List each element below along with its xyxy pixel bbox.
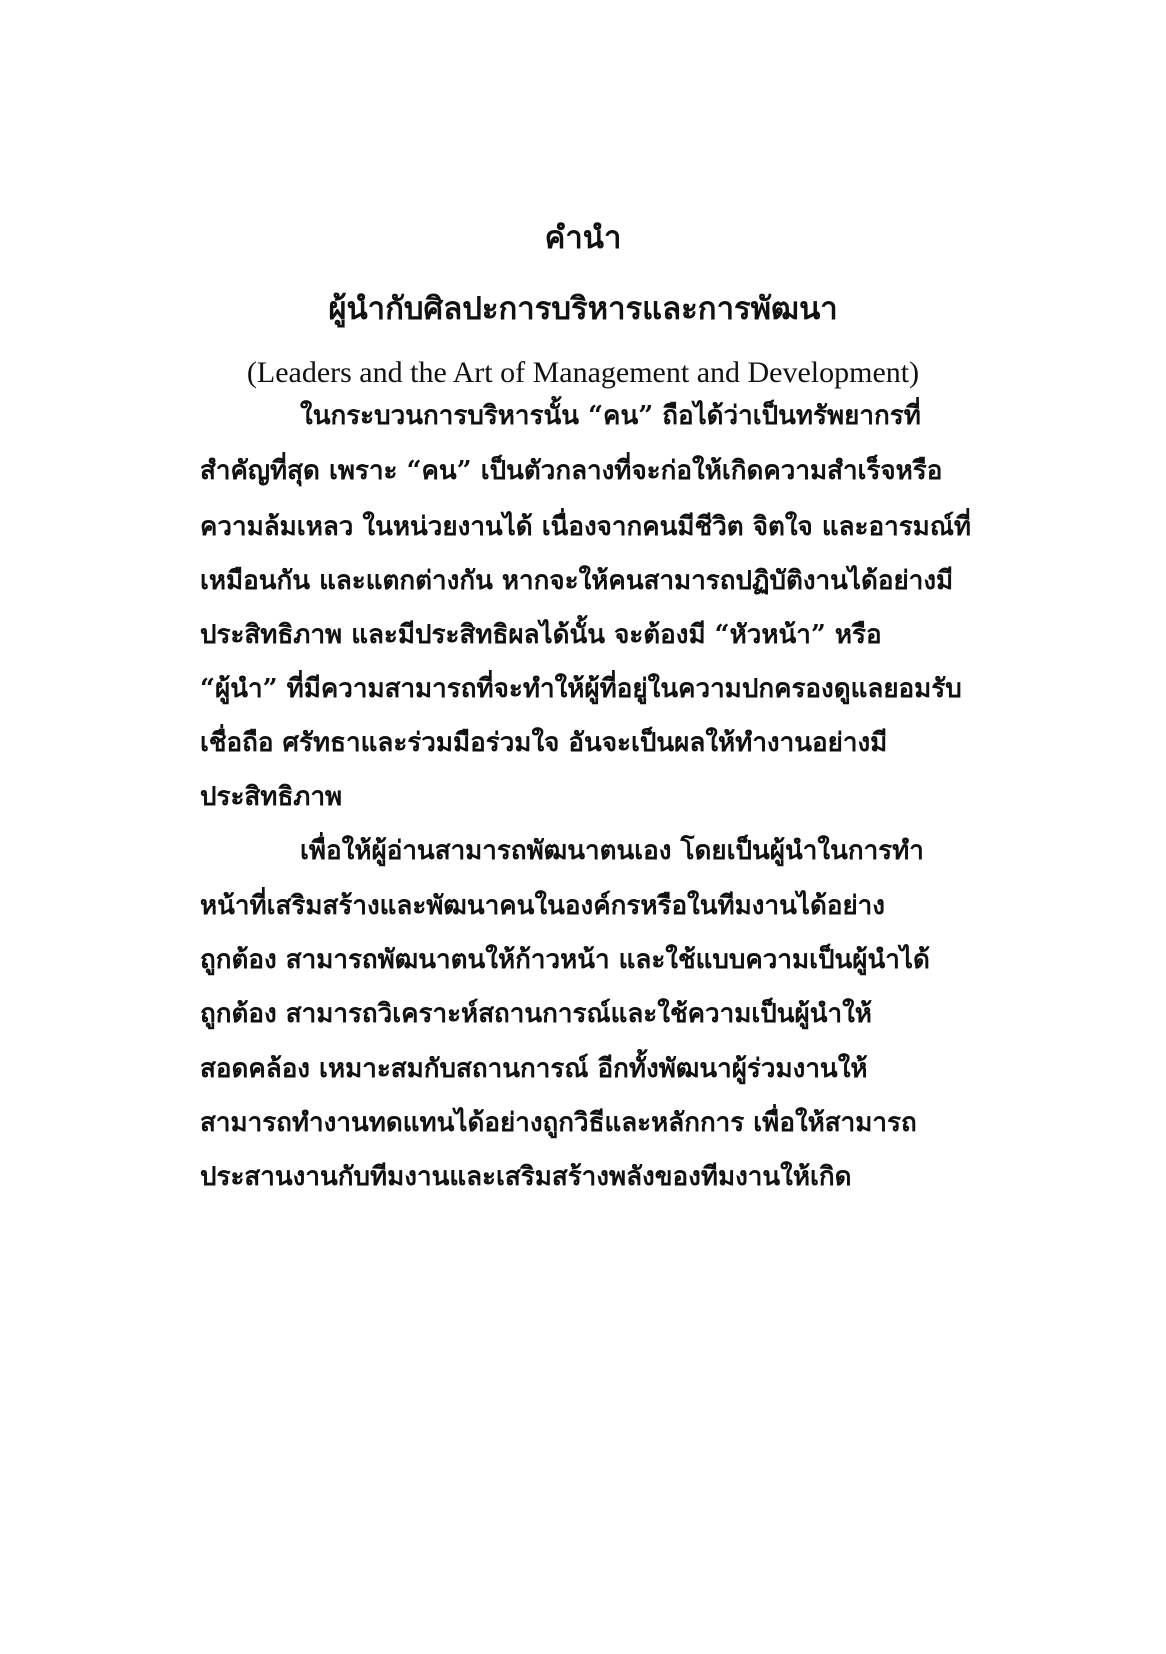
paragraph-2-line-6: สามารถทำงานทดแทนได้อย่างถูกวิธีและหลักการ เพื่อให้สามารถ xyxy=(200,1108,917,1138)
paragraph-1-line-6: “ผู้นำ” ที่มีความสามารถที่จะทำให้ผู้ที่อยู่ในความปกครองดูแลยอมรับ xyxy=(200,674,962,704)
book-title-english: (Leaders and the Art of Management and Development) xyxy=(246,356,920,389)
paragraph-1-line-5: ประสิทธิภาพ และมีประสิทธิผลได้นั้น จะต้องมี “หัวหน้า” หรือ xyxy=(200,620,882,650)
book-title-thai: ผู้นำกับศิลปะการบริหารและการพัฒนา xyxy=(328,291,838,327)
paragraph-2-line-1: เพื่อให้ผู้อ่านสามารถพัฒนาตนเอง โดยเป็นผู้นำในการทำ xyxy=(300,836,924,866)
paragraph-1-line-8: ประสิทธิภาพ xyxy=(200,782,343,812)
paragraph-1-line-2: สำคัญที่สุด เพราะ “คน” เป็นตัวกลางที่จะก่อให้เกิดความสำเร็จหรือ xyxy=(200,456,943,486)
paragraph-2-line-3: ถูกต้อง สามารถพัฒนาตนให้ก้าวหน้า และใช้แบบความเป็นผู้นำได้ xyxy=(200,945,930,975)
paragraph-2-line-7: ประสานงานกับทีมงานและเสริมสร้างพลังของทีมงานให้เกิด xyxy=(200,1162,852,1192)
paragraph-1-line-4: เหมือนกัน และแตกต่างกัน หากจะให้คนสามารถปฏิบัติงานได้อย่างมี xyxy=(200,566,954,596)
paragraph-2-line-2: หน้าที่เสริมสร้างและพัฒนาคนในองค์กรหรือในทีมงานได้อย่าง xyxy=(200,891,885,921)
paragraph-2-line-4: ถูกต้อง สามารถวิเคราะห์สถานการณ์และใช้ความเป็นผู้นำให้ xyxy=(200,999,872,1029)
paragraph-1-line-7: เชื่อถือ ศรัทธาและร่วมมือร่วมใจ อันจะเป็นผลให้ทำงานอย่างมี xyxy=(200,728,888,758)
paragraph-1-line-1: ในกระบวนการบริหารนั้น “คน” ถือได้ว่าเป็นทรัพยากรที่ xyxy=(300,401,921,431)
page-title: คำนำ xyxy=(544,220,622,256)
paragraph-2-line-5: สอดคล้อง เหมาะสมกับสถานการณ์ อีกทั้งพัฒนาผู้ร่วมงานให้ xyxy=(200,1054,868,1084)
paragraph-1-line-3: ความล้มเหลว ในหน่วยงานได้ เนื่องจากคนมีชีวิต จิตใจ และอารมณ์ที่ xyxy=(200,512,972,542)
